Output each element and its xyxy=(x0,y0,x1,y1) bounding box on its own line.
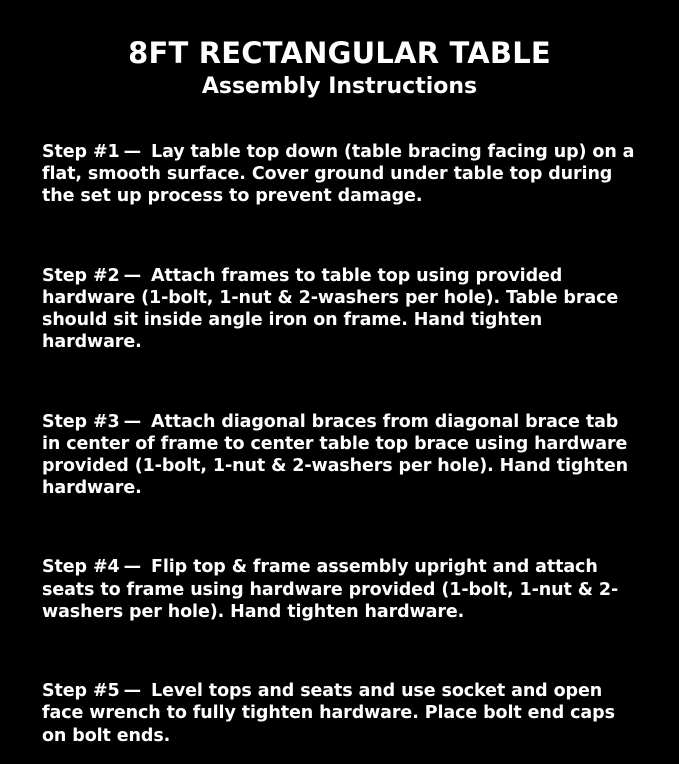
step-text: Level tops and seats and use socket and open face wrench to fully tighten hardware. Place bolt end caps on bolt ends. xyxy=(42,681,615,745)
step-label: Step #4 xyxy=(42,557,120,577)
page-subtitle: Assembly Instructions xyxy=(42,75,637,99)
step-text: Flip top & frame assembly upright and attach seats to frame using hardware provided (1-bolt, 1-nut & 2-washers per hole). Hand tighten hardware. xyxy=(42,557,618,621)
step-label: Step #5 xyxy=(42,681,120,701)
step-label: Step #2 xyxy=(42,266,120,286)
list-item xyxy=(42,265,637,354)
step-dash: — xyxy=(120,266,145,286)
step-dash: — xyxy=(120,412,145,432)
step-dash: — xyxy=(120,681,145,701)
list-item xyxy=(42,411,637,500)
step-dash: — xyxy=(120,557,145,577)
page-title: 8FT RECTANGULAR TABLE xyxy=(42,38,637,69)
step-text: Lay table top down (table bracing facing up) on a flat, smooth surface. Cover ground under table top during the set up process to prevent damage. xyxy=(42,142,634,206)
step-dash: — xyxy=(120,142,145,162)
step-text: Attach diagonal braces from diagonal brace tab in center of frame to center table top brace using hardware provided (1-bolt, 1-nut & 2-washers per hole). Hand tighten hardware. xyxy=(42,412,628,499)
step-text: Attach frames to table top using provided hardware (1-bolt, 1-nut & 2-washers per hole). Table brace should sit inside angle iron on frame. Hand tighten hardware. xyxy=(42,266,618,353)
list-item xyxy=(42,141,637,208)
step-label: Step #3 xyxy=(42,412,120,432)
step-label: Step #1 xyxy=(42,142,120,162)
list-item xyxy=(42,556,637,623)
steps-list xyxy=(42,124,637,764)
list-item xyxy=(42,680,637,747)
